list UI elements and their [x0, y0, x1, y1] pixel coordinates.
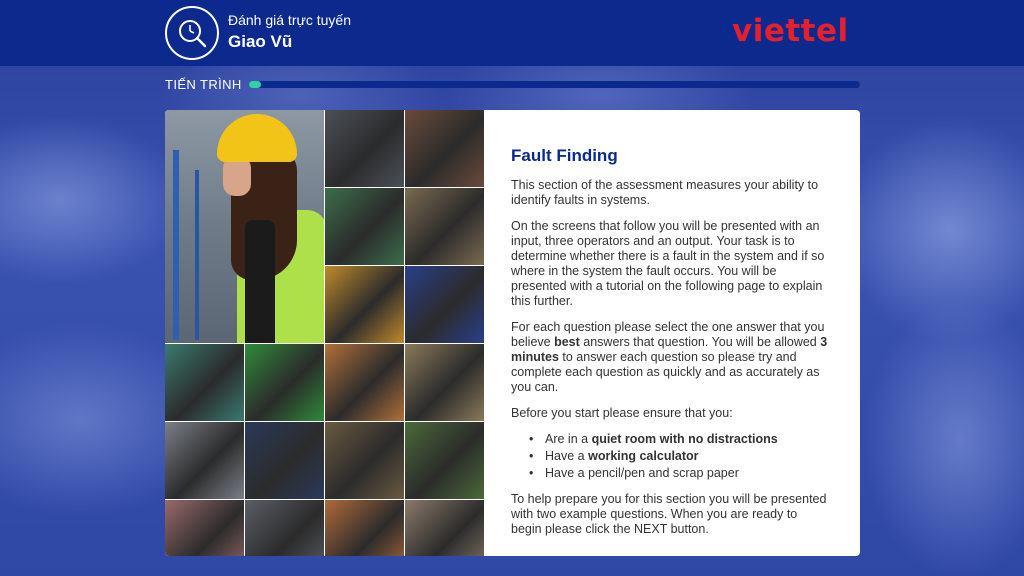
content-card: [165, 110, 860, 556]
instructions-panel: [511, 146, 829, 548]
checklist-item: • Have a working calculator: [527, 449, 829, 464]
checklist-intro: Before you start please ensure that you:: [511, 406, 733, 421]
circuit-photo-tile: [405, 266, 484, 343]
circuit-photo-tile: [405, 110, 484, 187]
circuit-photo-tile: [325, 266, 404, 343]
viettel-logo: viettel: [732, 13, 849, 49]
circuit-photo-tile: [245, 500, 324, 556]
circuit-photo-tile: [325, 188, 404, 265]
photo-collage: [165, 110, 481, 556]
circuit-photo-tile: [165, 344, 244, 421]
task-paragraph: On the screens that follow you will be presented with an input, three operators and an output. Your task is to determine whether there is a fault in the system and if so where in the system the fault occurs. You will be presented with a tutorial on the following page to explain this further.: [511, 219, 825, 309]
progress-label: TIẾN TRÌNH: [165, 77, 242, 92]
circuit-photo-tile: [325, 500, 404, 556]
circuit-photo-tile: [325, 422, 404, 499]
circuit-photo-tile: [405, 188, 484, 265]
circuit-photo-tile: [325, 344, 404, 421]
intro-paragraph: This section of the assessment measures your ability to identify faults in systems.: [511, 178, 819, 208]
circuit-photo-tile: [165, 500, 244, 556]
checklist-item: • Have a pencil/pen and scrap paper: [527, 466, 829, 481]
progress-bar: [249, 81, 860, 88]
circuit-photo-tile: [165, 422, 244, 499]
circuit-photo-tile: [405, 500, 484, 556]
header-title: Giao Vũ: [228, 32, 293, 51]
clock-search-icon-svg: [175, 16, 209, 50]
clock-search-icon: [165, 6, 219, 60]
progress-bar-fill: [249, 81, 261, 88]
circuit-photo-tile: [405, 422, 484, 499]
circuit-photo-tile: [325, 110, 404, 187]
next-instructions: To help prepare you for this section you will be presented with two example questions. When you are ready to begin please click the NEXT button.: [511, 492, 827, 537]
header-subtitle: Đánh giá trực tuyến: [228, 12, 351, 28]
top-header-bar: [0, 0, 1024, 66]
section-heading: Fault Finding: [511, 146, 618, 165]
engineer-photo: [165, 110, 324, 343]
circuit-photo-tile: [405, 344, 484, 421]
timing-paragraph: For each question please select the one answer that you believe best answers that question. You will be allowed 3 minutes to answer each question so please try and complete each question as quickly and as accurately as you can.: [511, 320, 828, 395]
circuit-photo-tile: [245, 344, 324, 421]
circuit-photo-tile: [245, 422, 324, 499]
checklist-item: • Are in a quiet room with no distractions: [527, 432, 829, 447]
checklist: [527, 432, 829, 481]
